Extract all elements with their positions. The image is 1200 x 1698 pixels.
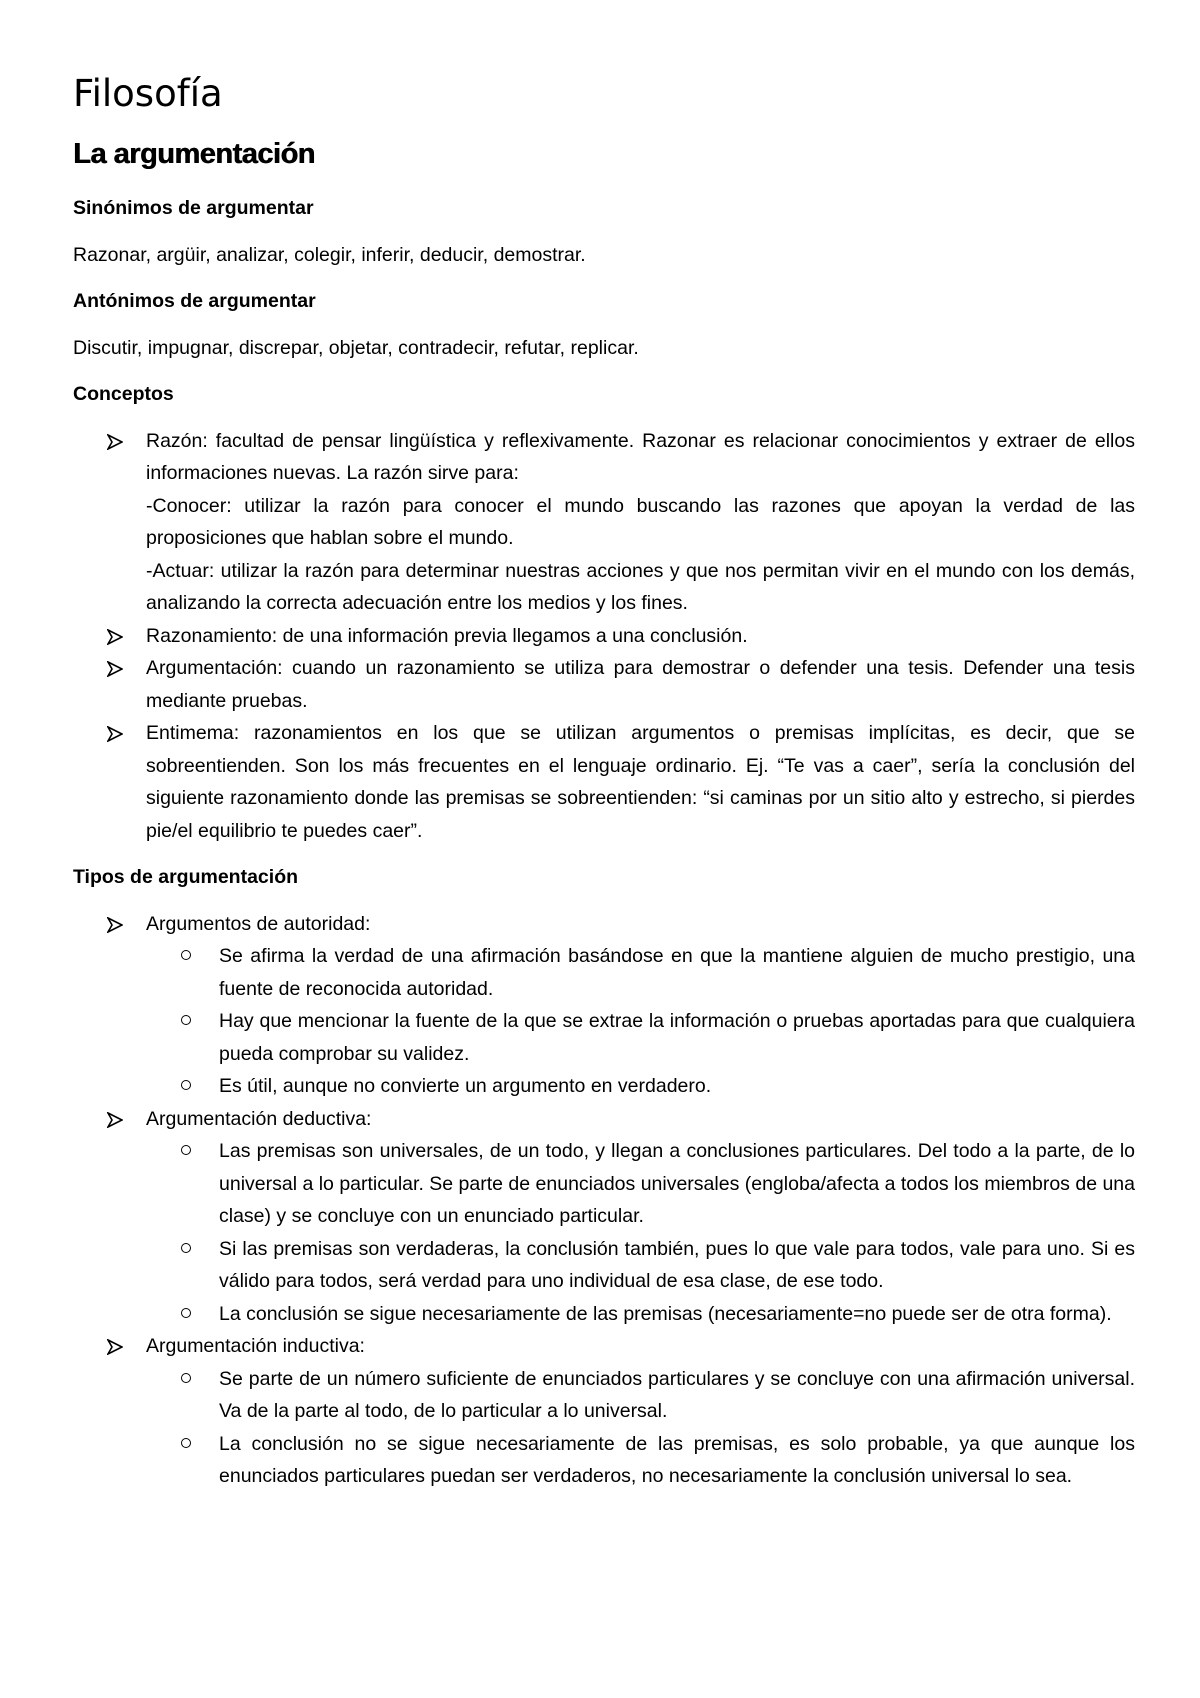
tipo-subitem-text: Si las premisas son verdaderas, la conclusión también, pues lo que vale para todos, vale para uno. Si es válido para todos, será verdad para uno individual de esa clase, de ese todo. bbox=[219, 1237, 1135, 1292]
concepto-item-razon bbox=[73, 425, 1135, 620]
circle-bullet-icon bbox=[181, 1080, 191, 1090]
tipo-subitem-text: Se parte de un número suficiente de enunciados particulares y se concluye con una afirmación universal. Va de la parte al todo, de lo particular a lo universal. bbox=[219, 1367, 1135, 1422]
tipo-subitem-text: Se afirma la verdad de una afirmación basándose en que la mantiene alguien de mucho prestigio, una fuente de reconocida autoridad. bbox=[219, 945, 1135, 1000]
arrow-bullet-icon bbox=[107, 434, 123, 450]
circle-bullet-icon bbox=[181, 950, 191, 960]
circle-bullet-icon bbox=[181, 1438, 191, 1448]
tipo-subitem bbox=[146, 1005, 1135, 1070]
circle-bullet-icon bbox=[181, 1243, 191, 1253]
tipo-subitems bbox=[146, 1363, 1135, 1493]
arrow-bullet-icon bbox=[107, 629, 123, 645]
document-subtitle: La argumentación bbox=[73, 138, 315, 170]
tipo-subitems bbox=[146, 940, 1135, 1103]
tipo-subitem bbox=[146, 1428, 1135, 1493]
tipo-label: Argumentación deductiva: bbox=[146, 1107, 372, 1130]
document-page bbox=[73, 68, 1135, 1507]
concepto-item-entimema bbox=[73, 717, 1135, 847]
sinonimos-text: Razonar, argüir, analizar, colegir, inferir, deducir, demostrar. bbox=[73, 243, 586, 266]
tipo-item-autoridad bbox=[73, 908, 1135, 1103]
arrow-bullet-icon bbox=[107, 917, 123, 933]
tipo-subitem bbox=[146, 1135, 1135, 1233]
concepto-text: Razón: facultad de pensar lingüística y reflexivamente. Razonar es relacionar conocimientos y extraer de ellos informaciones nuevas. La razón sirve para: bbox=[146, 429, 1135, 484]
antonimos-heading: Antónimos de argumentar bbox=[73, 290, 316, 312]
arrow-bullet-icon bbox=[107, 661, 123, 677]
arrow-bullet-icon bbox=[107, 1339, 123, 1355]
tipo-subitems bbox=[146, 1135, 1135, 1330]
concepto-item-razonamiento bbox=[73, 620, 1135, 653]
tipo-label: Argumentación inductiva: bbox=[146, 1335, 365, 1357]
tipo-subitem-text: La conclusión no se sigue necesariamente de las premisas, es solo probable, ya que aunque los enunciados particulares puedan ser verdaderos, no necesariamente la conclusión universal lo sea. bbox=[219, 1432, 1135, 1487]
tipo-subitem-text: Las premisas son universales, de un todo, y llegan a conclusiones particulares. Del todo a la parte, de lo universal a lo particular. Se parte de enunciados universales (engloba/afecta a todos los miembros de una clase) y se concluye con un enunciado particular. bbox=[219, 1140, 1135, 1227]
tipos-list bbox=[73, 908, 1135, 1493]
tipo-subitem bbox=[146, 940, 1135, 1005]
arrow-bullet-icon bbox=[107, 726, 123, 742]
tipo-subitem bbox=[146, 1363, 1135, 1428]
circle-bullet-icon bbox=[181, 1145, 191, 1155]
concepto-text: Razonamiento: de una información previa llegamos a una conclusión. bbox=[146, 624, 748, 647]
concepto-item-argumentacion bbox=[73, 652, 1135, 717]
circle-bullet-icon bbox=[181, 1015, 191, 1025]
concepto-text: Entimema: razonamientos en los que se utilizan argumentos o premisas implícitas, es decir, que se sobreentienden. Son los más frecuentes en el lenguaje ordinario. Ej. “Te vas a caer”, sería la conclusión del siguiente razonamiento donde las premisas se sobreentienden: “si caminas por un sitio alto y estrecho, si pierdes pie/el equilibrio te puedes caer”. bbox=[146, 722, 1135, 842]
tipo-subitem bbox=[146, 1298, 1135, 1331]
tipo-subitem-text: Hay que mencionar la fuente de la que se extrae la información o pruebas aportadas para que cualquiera pueda comprobar su validez. bbox=[219, 1010, 1135, 1065]
circle-bullet-icon bbox=[181, 1373, 191, 1383]
circle-bullet-icon bbox=[181, 1308, 191, 1318]
tipo-subitem bbox=[146, 1070, 1135, 1103]
antonimos-text: Discutir, impugnar, discrepar, objetar, contradecir, refutar, replicar. bbox=[73, 336, 639, 359]
arrow-bullet-icon bbox=[107, 1112, 123, 1128]
tipo-subitem bbox=[146, 1233, 1135, 1298]
sinonimos-heading: Sinónimos de argumentar bbox=[73, 197, 314, 219]
tipo-label: Argumentos de autoridad: bbox=[146, 912, 371, 935]
tipo-item-deductiva bbox=[73, 1103, 1135, 1331]
concepto-text: -Actuar: utilizar la razón para determinar nuestras acciones y que nos permitan vivir en el mundo con los demás, analizando la correcta adecuación entre los medios y los fines. bbox=[146, 559, 1135, 614]
tipos-heading: Tipos de argumentación bbox=[73, 866, 299, 888]
conceptos-heading: Conceptos bbox=[73, 383, 174, 405]
tipo-subitem-text: La conclusión se sigue necesariamente de las premisas (necesariamente=no puede ser de otra forma). bbox=[219, 1302, 1112, 1325]
tipo-item-inductiva bbox=[73, 1330, 1135, 1493]
concepto-text: -Conocer: utilizar la razón para conocer el mundo buscando las razones que apoyan la verdad de las proposiciones que hablan sobre el mundo. bbox=[146, 494, 1135, 549]
conceptos-list bbox=[73, 425, 1135, 848]
tipo-subitem-text: Es útil, aunque no convierte un argumento en verdadero. bbox=[219, 1075, 712, 1097]
document-title: Filosofía bbox=[73, 72, 223, 115]
concepto-text: Argumentación: cuando un razonamiento se utiliza para demostrar o defender una tesis. Defender una tesis mediante pruebas. bbox=[146, 657, 1135, 712]
